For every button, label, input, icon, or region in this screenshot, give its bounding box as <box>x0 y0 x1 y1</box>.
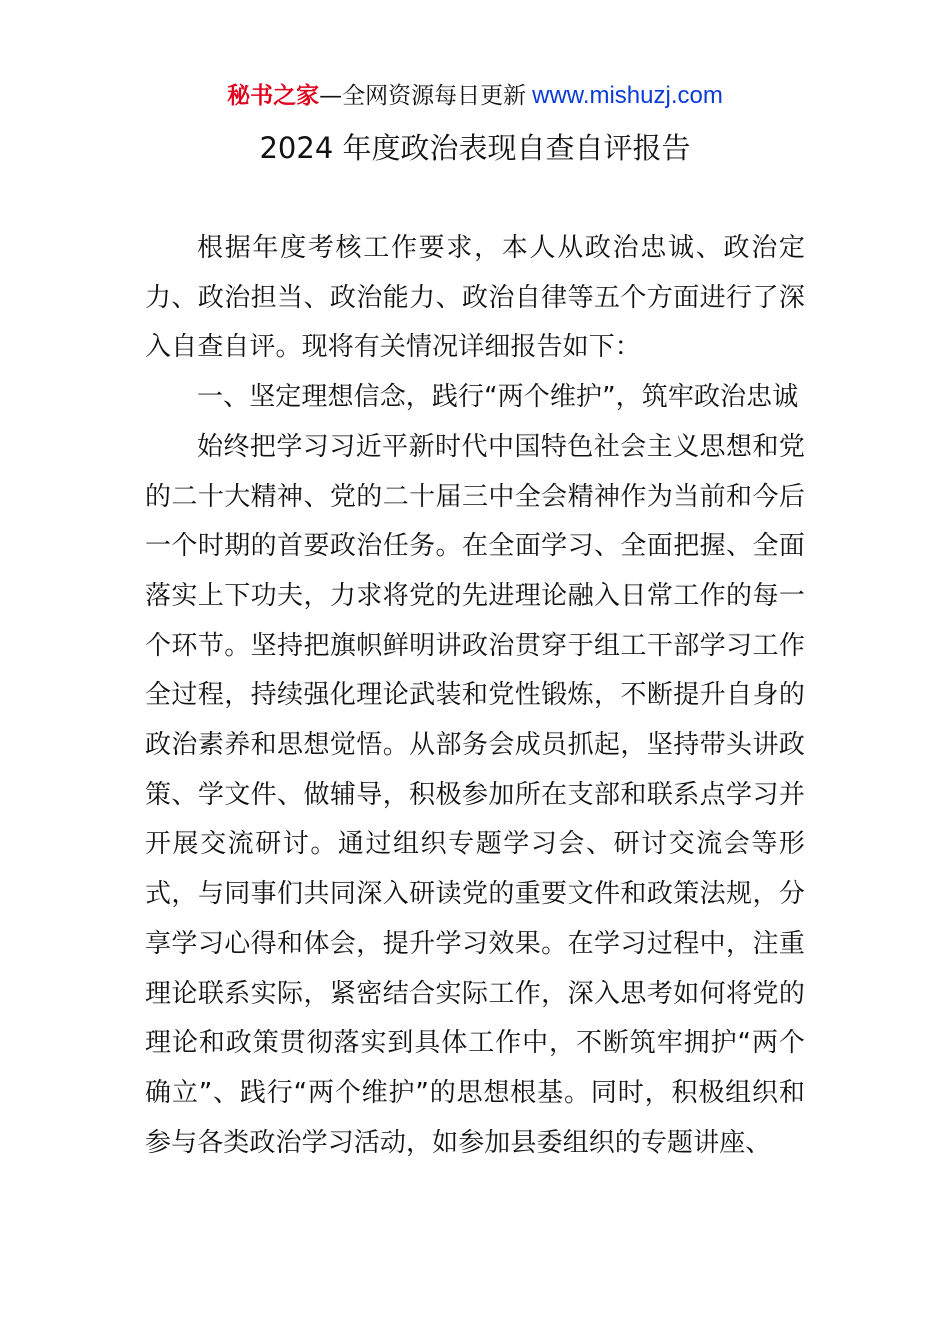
document-body <box>145 224 805 1168</box>
paragraph-intro: 根据年度考核工作要求，本人从政治忠诚、政治定力、政治担当、政治能力、政治自律等五个方面进行了深入自查自评。现将有关情况详细报告如下： <box>145 233 805 363</box>
header-tagline: —全网资源每日更新 <box>319 83 527 109</box>
document-title: 2024 年度政治表现自查自评报告 <box>259 131 691 165</box>
site-header <box>0 78 950 114</box>
site-url-link[interactable]: www.mishuzj.com <box>532 82 723 109</box>
section-heading-1: 一、坚定理想信念，践行“两个维护”，筑牢政治忠诚 <box>197 382 799 413</box>
paragraph-section-1: 始终把学习习近平新时代中国特色社会主义思想和党的二十大精神、党的二十届三中全会精神作为当前和今后一个时期的首要政治任务。在全面学习、全面把握、全面落实上下功夫，力求将党的先进理论融入日常工作的每一个环节。坚持把旗帜鲜明讲政治贯穿于组工干部学习工作全过程，持续强化理论武装和党性锻炼，不断提升自身的政治素养和思想觉悟。从部务会成员抓起，坚持带头讲政策、学文件、做辅导，积极参加所在支部和联系点学习并开展交流研讨。通过组织专题学习会、研讨交流会等形式，与同事们共同深入研读党的重要文件和政策法规，分享学习心得和体会，提升学习效果。在学习过程中，注重理论联系实际，紧密结合实际工作，深入思考如何将党的理论和政策贯彻落实到具体工作中，不断筑牢拥护“两个确立”、践行“两个维护”的思想根基。同时，积极组织和参与各类政治学习活动，如参加县委组织的专题讲座、 <box>145 431 805 1158</box>
brand-name: 秘书之家 <box>227 83 320 109</box>
